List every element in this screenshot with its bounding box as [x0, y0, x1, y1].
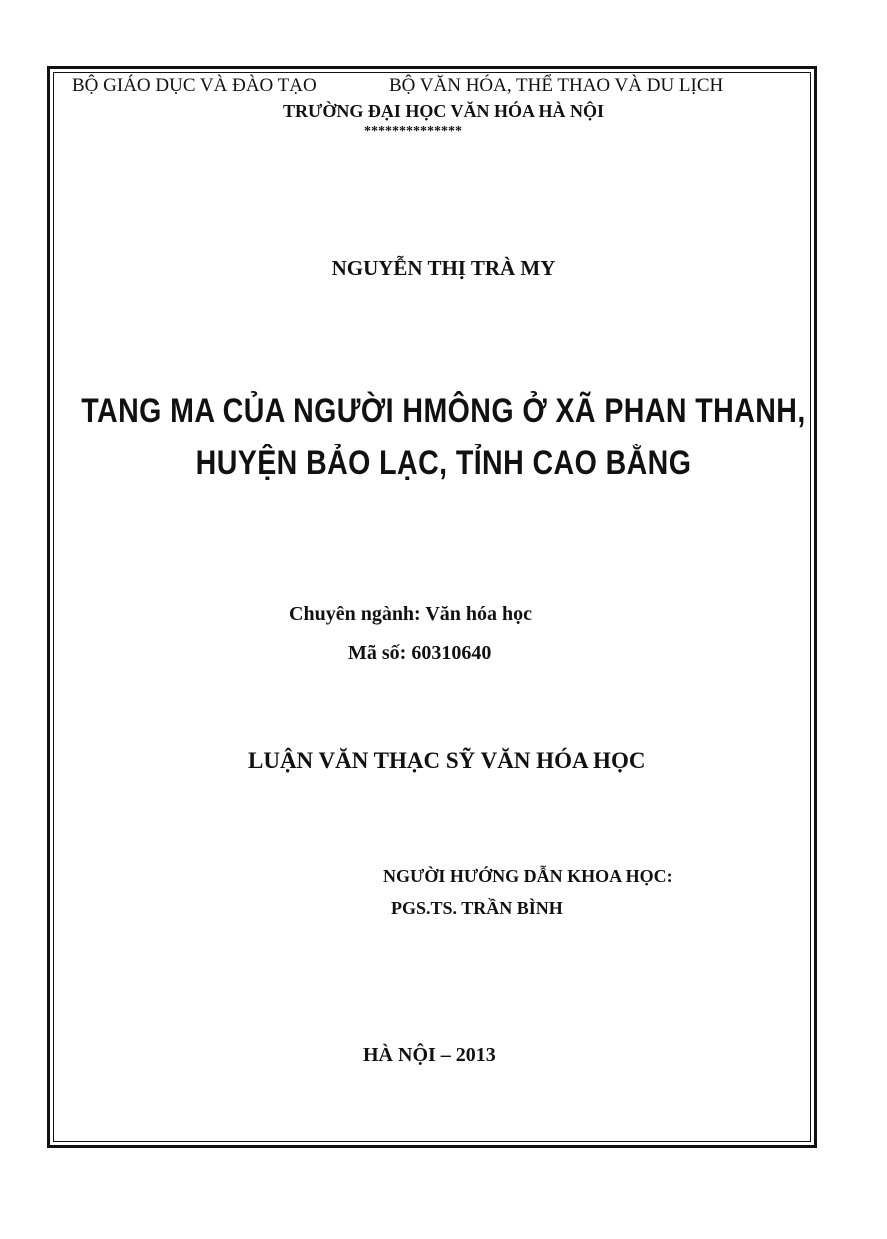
major: Chuyên ngành: Văn hóa học — [289, 603, 533, 625]
thesis-title-line-2: HUYỆN BẢO LẠC, TỈNH CAO BẰNG — [195, 444, 692, 482]
advisor-name: PGS.TS. TRẦN BÌNH — [391, 898, 563, 918]
ministry-culture: BỘ VĂN HÓA, THỂ THAO VÀ DU LỊCH — [389, 75, 724, 96]
degree-type: LUẬN VĂN THẠC SỸ VĂN HÓA HỌC — [248, 748, 646, 773]
place-year: HÀ NỘI – 2013 — [363, 1044, 496, 1066]
school-name: TRƯỜNG ĐẠI HỌC VĂN HÓA HÀ NỘI — [282, 101, 605, 121]
author-name: NGUYỄN THỊ TRÀ MY — [331, 256, 556, 280]
major-code: Mã số: 60310640 — [348, 642, 492, 664]
ministry-education: BỘ GIÁO DỤC VÀ ĐÀO TẠO — [72, 75, 317, 96]
thesis-title-line-1: TANG MA CỦA NGƯỜI HMÔNG Ở XÃ PHAN THANH, — [81, 392, 806, 430]
advisor-label: NGƯỜI HƯỚNG DẪN KHOA HỌC: — [383, 866, 673, 886]
star-separator: ************** — [364, 124, 462, 139]
